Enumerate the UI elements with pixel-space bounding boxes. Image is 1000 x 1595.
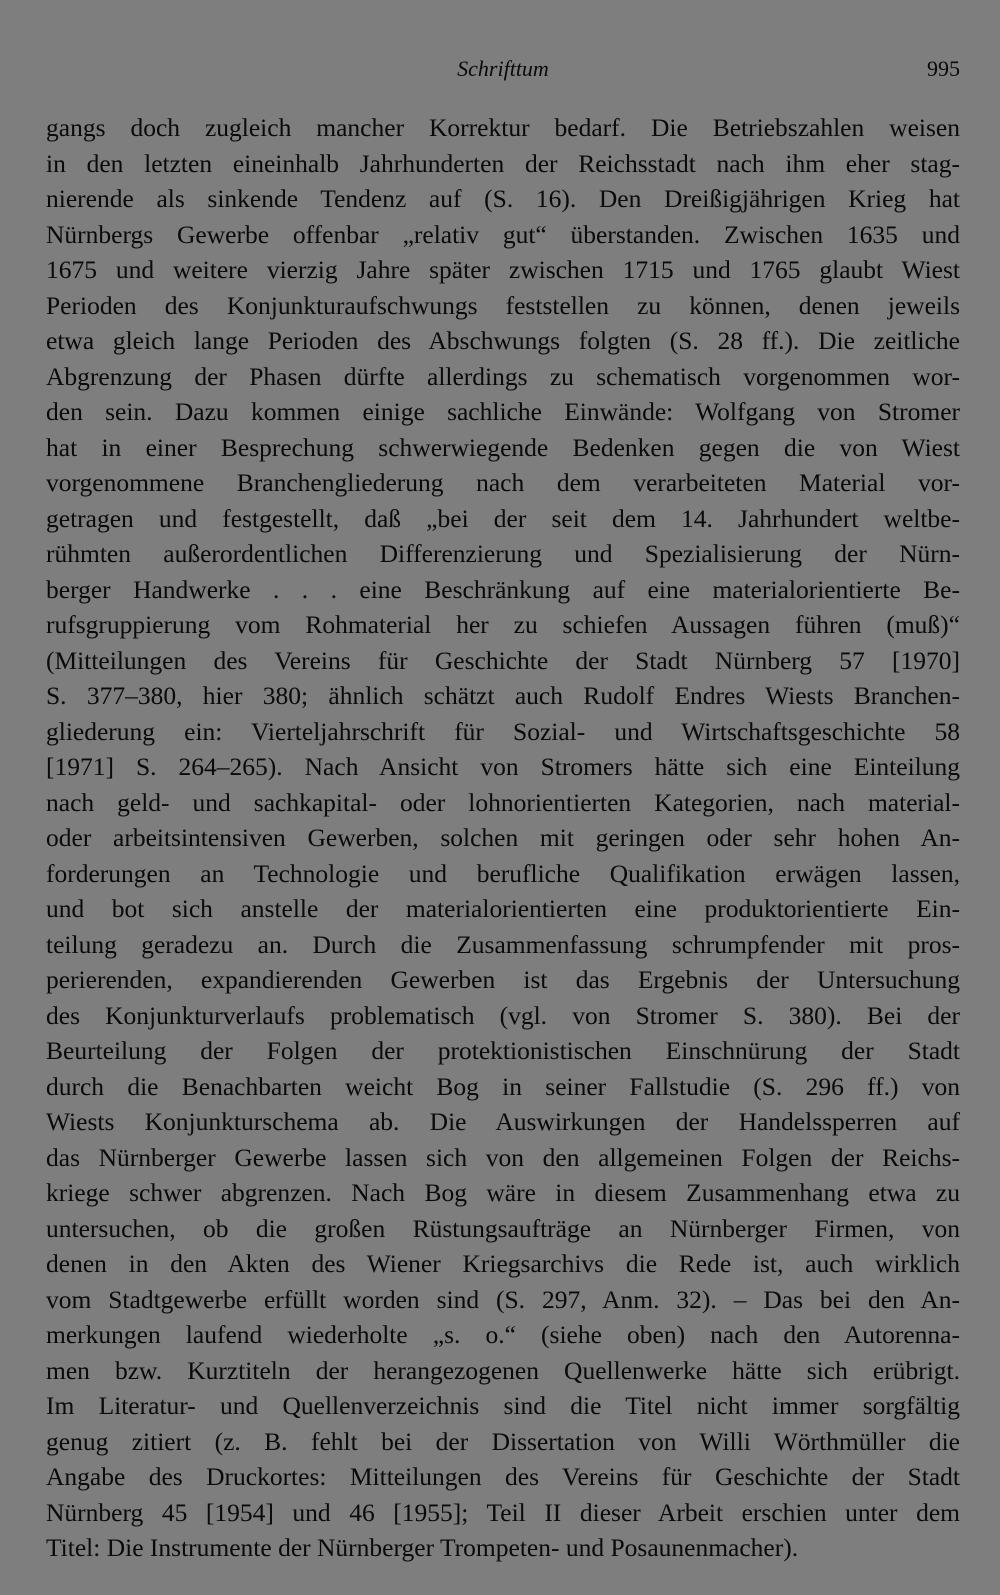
text-line: nach geld- und sachkapital- oder lohnorientierten Kategorien, nach material- xyxy=(46,787,960,817)
text-line: hat in einer Besprechung schwerwiegende Bedenken gegen die von Wiest xyxy=(46,432,960,462)
text-line: vom Stadtgewerbe erfüllt worden sind (S. 297, Anm. 32). – Das bei den An- xyxy=(46,1284,960,1314)
text-line: nierende als sinkende Tendenz auf (S. 16). Den Dreißigjährigen Krieg hat xyxy=(46,184,960,213)
text-line: Angabe des Druckortes: Mitteilungen des Vereins für Geschichte der Stadt xyxy=(46,1462,960,1491)
text-line: berger Handwerke . . . eine Beschränkung auf eine materialorientierte Be- xyxy=(46,574,960,604)
text-line: rufsgruppierung vom Rohmaterial her zu schiefen Aussagen führen (muß)“ xyxy=(46,610,960,639)
text-line: S. 377–380, hier 380; ähnlich schätzt auch Rudolf Endres Wiests Branchen- xyxy=(46,681,960,710)
text-line: forderungen an Technologie und berufliche Qualifikation erwägen lassen, xyxy=(46,858,960,888)
text-line: men bzw. Kurztiteln der herangezogenen Quellenwerke hätte sich erübrigt. xyxy=(46,1355,960,1385)
text-line: genug zitiert (z. B. fehlt bei der Dissertation von Willi Wörthmüller die xyxy=(46,1426,960,1456)
text-line: gangs doch zugleich mancher Korrektur bedarf. Die Betriebszahlen weisen xyxy=(46,113,960,142)
text-line: Nürnbergs Gewerbe offenbar „relativ gut“ überstanden. Zwischen 1635 und xyxy=(46,219,960,249)
text-line: perierenden, expandierenden Gewerben ist das Ergebnis der Untersuchung xyxy=(46,965,960,994)
text-line: gliederung ein: Vierteljahrschrift für Sozial- und Wirtschaftsgeschichte 58 xyxy=(46,716,960,746)
text-line: kriege schwer abgrenzen. Nach Bog wäre in diesem Zusammenhang etwa zu xyxy=(46,1178,960,1207)
text-line: merkungen laufend wiederholte „s. o.“ (siehe oben) nach den Autorenna- xyxy=(46,1320,960,1349)
text-line: oder arbeitsintensiven Gewerben, solchen mit geringen oder sehr hohen An- xyxy=(46,823,960,852)
text-line: Beurteilung der Folgen der protektionistischen Einschnürung der Stadt xyxy=(46,1036,960,1065)
text-line: Abgrenzung der Phasen dürfte allerdings zu schematisch vorgenommen wor- xyxy=(46,361,960,391)
running-head xyxy=(46,52,960,86)
text-line: etwa gleich lange Perioden des Abschwungs folgten (S. 28 ff.). Die zeitliche xyxy=(46,326,960,355)
running-title: Schrifttum xyxy=(457,56,549,81)
text-line: 1675 und weitere vierzig Jahre später zwischen 1715 und 1765 glaubt Wiest xyxy=(46,255,960,284)
text-line: denen in den Akten des Wiener Kriegsarchivs die Rede ist, auch wirklich xyxy=(46,1249,960,1278)
page-number: 995 xyxy=(927,56,960,81)
text-line: Perioden des Konjunkturaufschwungs feststellen zu können, denen jeweils xyxy=(46,290,960,320)
text-line: Im Literatur- und Quellenverzeichnis sind die Titel nicht immer sorgfältig xyxy=(46,1391,960,1420)
text-line: das Nürnberger Gewerbe lassen sich von den allgemeinen Folgen der Reichs- xyxy=(46,1142,960,1172)
text-line: und bot sich anstelle der materialorientierten eine produktorientierte Ein- xyxy=(46,894,960,923)
text-line: vorgenommene Branchengliederung nach dem verarbeiteten Material vor- xyxy=(46,468,960,497)
text-line: getragen und festgestellt, daß „bei der seit dem 14. Jahrhundert weltbe- xyxy=(46,503,960,533)
body-text xyxy=(46,110,960,1566)
text-line: untersuchen, ob die großen Rüstungsaufträge an Nürnberger Firmen, von xyxy=(46,1213,960,1243)
text-line: Wiests Konjunkturschema ab. Die Auswirkungen der Handelssperren auf xyxy=(46,1107,960,1136)
text-line: teilung geradezu an. Durch die Zusammenfassung schrumpfender mit pros- xyxy=(46,929,960,959)
text-line: in den letzten eineinhalb Jahrhunderten der Reichsstadt nach ihm eher stag- xyxy=(46,148,960,178)
text-line: Titel: Die Instrumente der Nürnberger Trompeten- und Posaunenmacher). xyxy=(46,1533,799,1562)
text-line: durch die Benachbarten weicht Bog in seiner Fallstudie (S. 296 ff.) von xyxy=(46,1071,960,1101)
text-line: rühmten außerordentlichen Differenzierung und Spezialisierung der Nürn- xyxy=(46,539,960,568)
text-line: (Mitteilungen des Vereins für Geschichte der Stadt Nürnberg 57 [1970] xyxy=(46,645,960,675)
text-line: den sein. Dazu kommen einige sachliche Einwände: Wolfgang von Stromer xyxy=(46,397,960,426)
text-line: Nürnberg 45 [1954] und 46 [1955]; Teil II dieser Arbeit erschien unter dem xyxy=(46,1497,960,1527)
text-line: [1971] S. 264–265). Nach Ansicht von Stromers hätte sich eine Einteilung xyxy=(46,752,960,781)
text-line: des Konjunkturverlaufs problematisch (vgl. von Stromer S. 380). Bei der xyxy=(46,1000,960,1030)
